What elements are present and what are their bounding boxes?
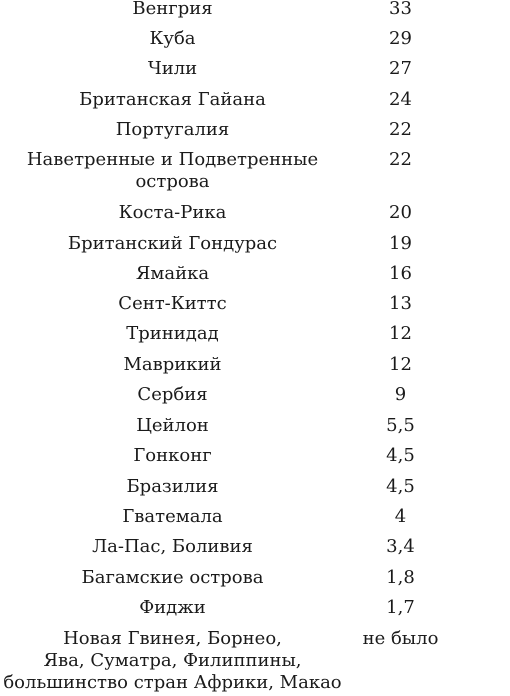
country-value: 13 — [389, 293, 412, 314]
table-row — [0, 233, 510, 255]
country-value: 27 — [389, 58, 412, 79]
country-value: 16 — [389, 263, 412, 284]
table-row — [0, 567, 510, 589]
country-name: Сербия — [137, 384, 208, 405]
table-row — [0, 476, 510, 498]
country-name: Британская Гайана — [79, 89, 266, 110]
table-row — [0, 354, 510, 376]
country-name: Ямайка — [135, 263, 210, 284]
country-value: 12 — [389, 323, 412, 344]
country-name: Наветренные и Подветренные острова — [26, 149, 319, 192]
country-name: Багамские острова — [81, 567, 264, 588]
country-name: Португалия — [115, 119, 230, 140]
country-value: 20 — [389, 202, 412, 223]
country-value: 12 — [389, 354, 412, 375]
table-row — [0, 0, 510, 20]
country-value: 9 — [394, 384, 407, 405]
country-value: не было — [362, 628, 439, 649]
country-value: 4,5 — [386, 476, 415, 497]
country-name: Бразилия — [126, 476, 219, 497]
country-value: 3,4 — [386, 536, 415, 557]
country-name: Фиджи — [139, 597, 206, 618]
country-value: 29 — [389, 28, 412, 49]
country-value: 22 — [389, 119, 412, 140]
table-row — [0, 293, 510, 315]
country-value: 22 — [389, 149, 412, 170]
country-value: 24 — [389, 89, 412, 110]
country-name: Ла-Пас, Боливия — [92, 536, 253, 557]
country-value: 5,5 — [386, 415, 415, 436]
table-row — [0, 506, 510, 528]
country-name: Гонконг — [133, 445, 212, 466]
country-value: 4,5 — [386, 445, 415, 466]
table-row — [0, 415, 510, 437]
table-row — [0, 58, 510, 80]
table-row — [0, 263, 510, 285]
country-name: Британский Гондурас — [67, 233, 278, 254]
table-row — [0, 202, 510, 224]
country-name: Сент-Киттс — [118, 293, 227, 314]
table-row — [0, 628, 510, 694]
country-name: Новая Гвинея, Борнео, Ява, Суматра, Филиппины, большинство стран Африки, Макао — [3, 628, 342, 693]
table-row — [0, 149, 510, 193]
country-name: Коста-Рика — [118, 202, 227, 223]
country-value: 1,8 — [386, 567, 415, 588]
country-value: 19 — [389, 233, 412, 254]
table-row — [0, 323, 510, 345]
country-name: Тринидад — [126, 323, 219, 344]
table-row — [0, 536, 510, 558]
table-row — [0, 89, 510, 111]
country-name: Чили — [147, 58, 198, 79]
country-name: Маврикий — [123, 354, 222, 375]
country-name: Куба — [149, 28, 196, 49]
table-row — [0, 597, 510, 619]
table-row — [0, 445, 510, 467]
country-name: Венгрия — [132, 0, 213, 19]
table-row — [0, 28, 510, 50]
country-value: 33 — [389, 0, 412, 19]
table-row — [0, 119, 510, 141]
country-value: 4 — [394, 506, 407, 527]
country-value: 1,7 — [386, 597, 415, 618]
table-row — [0, 384, 510, 406]
country-name: Цейлон — [136, 415, 209, 436]
country-name: Гватемала — [122, 506, 223, 527]
